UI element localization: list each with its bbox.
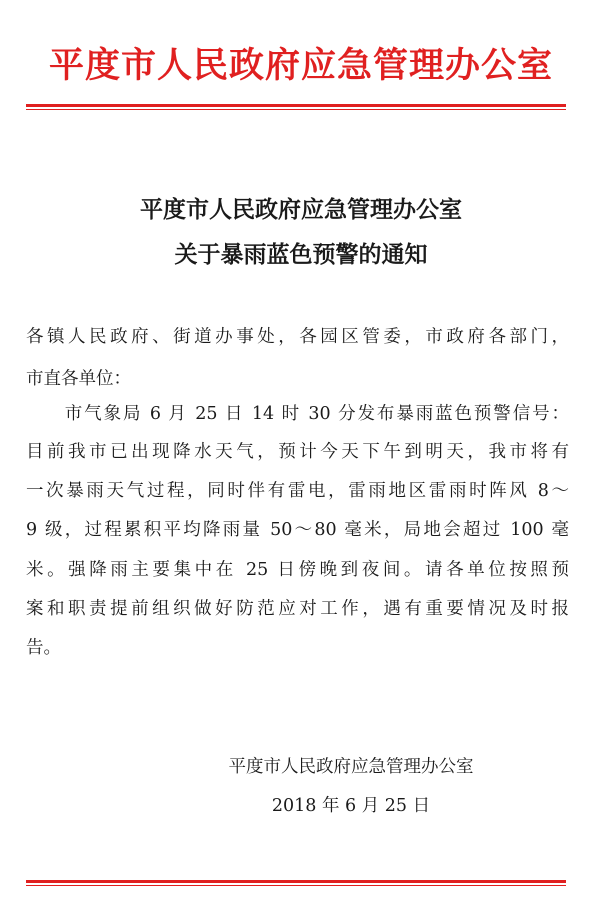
- signature-date: 2018 年 6 月 25 日: [271, 796, 431, 816]
- footer-rule: [26, 880, 566, 886]
- body-line: 9 级，过程累积平均降雨量 50～80 毫米，局地会超过 100 毫: [26, 520, 569, 540]
- body-line: 米。强降雨主要集中在 25 日傍晚到夜间。请各单位按照预: [26, 560, 569, 580]
- body-line: 目前我市已出现降水天气，预计今天下午到明天，我市将有: [26, 442, 569, 462]
- footer-rule-thick: [26, 880, 566, 883]
- body-line: 市气象局 6 月 25 日 14 时 30 分发布暴雨蓝色预警信号：: [26, 404, 569, 424]
- salutation-line-2: 市直各单位：: [26, 369, 131, 389]
- header-rule-thick: [26, 104, 566, 107]
- body-line: 案和职责提前组织做好防范应对工作，遇有重要情况及时报: [26, 599, 569, 619]
- salutation-line-1: 各镇人民政府、街道办事处，各园区管委，市政府各部门，: [26, 327, 569, 347]
- header-title: 平度市人民政府应急管理办公室: [48, 45, 553, 86]
- body-line: 一次暴雨天气过程，同时伴有雷电，雷雨地区雷雨时阵风 8～: [26, 481, 569, 501]
- notice-title-line1: 平度市人民政府应急管理办公室: [140, 196, 462, 223]
- footer-rule-thin: [26, 885, 566, 886]
- header-rule: [26, 104, 566, 110]
- notice-title-line2: 关于暴雨蓝色预警的通知: [174, 241, 428, 268]
- signature-org: 平度市人民政府应急管理办公室: [228, 757, 474, 777]
- body-line: 告。: [26, 638, 61, 658]
- header-rule-thin: [26, 109, 566, 110]
